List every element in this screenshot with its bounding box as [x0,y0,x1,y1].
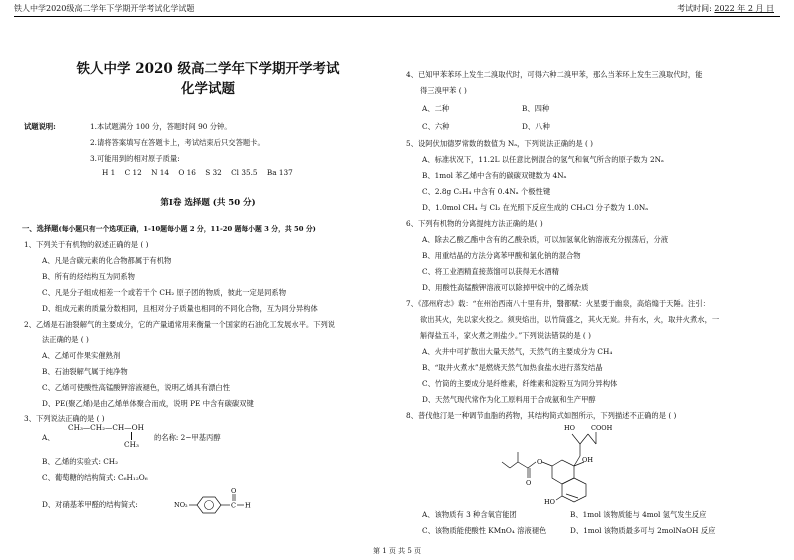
q1-option: D、组成元素的质量分数相同，且相对分子质量也相同的不同化合物，互为同分异构体 [42,304,318,313]
right-column [406,20,778,546]
q7-stem-cont: 欲出其火，先以家火投之。须臾焰出，以竹筒盛之，其火无炭。井有水，火，取井火煮水，一 [420,315,720,324]
q1-option: C、凡是分子组成相差一个或若干个 CH₂ 原子团的物质，彼此一定是同系物 [42,288,286,297]
cho-carbon: C [231,501,236,510]
q2-stem: 2、乙烯是石油裂解气的主要成分，它的产量通常用来衡量一个国家的石油化工发展水平。下列说 [24,320,336,329]
instruction-item: 2.请将答案填写在答题卡上，考试结束后只交答题卡。 [90,138,265,147]
header-right [677,0,774,17]
q7-stem-cont: 斛得盐五斗，家火煮之则盐少。”下列说法错误的是 ( ) [420,331,591,340]
q7-option: B、“取井火煮水”是燃烧天然气加热食盐水进行蒸发结晶 [422,363,603,372]
q6-stem: 6、下列有机物的分离提纯方法正确的是( ) [406,219,543,228]
page-footer: 第 1 页 共 5 页 [372,547,422,555]
q7-stem: 7、《邵州府志》载：“在州治西南八十里有井，翳都赋：火星要于幽泉，高焰煽于天陲。注引： [406,299,710,308]
q6-option: D、用酸性高锰酸钾溶液可以除掉甲烷中的乙烯杂质 [422,283,589,292]
q8-option: C、该物质能使酸性 KMnO₄ 溶液褪色 [422,526,547,535]
left-column [22,20,394,546]
q2-option: B、石油裂解气属于纯净物 [42,367,128,376]
nitrobenzaldehyde-structure [172,488,264,514]
q2-option: D、PE(聚乙烯)是由乙烯单体聚合而成，说明 PE 中含有碳碳双键 [42,399,254,408]
atomic-masses: H 1 C 12 N 14 O 16 S 32 Cl 35.5 Ba 137 [102,168,293,177]
q5-option: B、1mol 苯乙烯中含有的碳碳双键数为 4Nₐ [422,171,567,180]
q8-stem: 8、普伐他汀是一种调节血脂的药物，其结构简式如图所示，下列描述不正确的是 ( ) [406,411,677,420]
page-header [14,0,780,17]
q5-option: D、1.0mol CH₄ 与 Cl₂ 在光照下反应生成的 CH₃Cl 分子数为 1.0Nₐ [422,203,649,212]
part-label: 一、选择题 [22,224,59,233]
ho-label-bottom: HO [544,498,555,506]
q3-option: C、葡萄糖的结构简式: C₆H₁₂O₆ [42,473,148,482]
header-rule [14,16,780,17]
header-left: 铁人中学2020级高二学年下学期开学考试化学试题 [14,4,195,13]
q3-option: B、乙烯的实验式: CH₂ [42,457,119,466]
cho-oxygen: O [231,488,237,495]
q4-option: D、八种 [522,122,550,131]
pravastatin-structure [500,422,632,506]
q2-option: C、乙烯可使酸性高锰酸钾溶液褪色，说明乙烯具有漂白性 [42,383,231,392]
q6-option: B、用重结晶的方法分离苯甲酸和氯化钠的混合物 [422,251,581,260]
q7-option: A、火井中可扩散出大量天然气，天然气的主要成分为 CH₄ [422,347,613,356]
instruction-item: 1.本试题满分 100 分，答题时间 90 分钟。 [90,122,232,131]
q8-option: D、1mol 该物质最多可与 2molNaOH 反应 [570,526,716,535]
q6-option: C、将工业酒精直接蒸馏可以获得无水酒精 [422,267,559,276]
q3-option-a-letter: A、 [42,433,55,442]
q5-option: C、2.8g C₂H₄ 中含有 0.4Nₐ 个极性键 [422,187,551,196]
q6-option: A、除去乙酸乙酯中含有的乙酸杂质，可以加氢氧化钠溶液充分振荡后，分液 [422,235,669,244]
q4-option: B、四种 [522,104,550,113]
nitro-label: NO₂ [174,501,188,509]
carbonyl-o-label: O [526,479,532,487]
q4-stem: 4、已知甲苯苯环上发生二溴取代时，可得六种二溴甲苯，那么当苯环上发生三溴取代时，能 [406,70,703,79]
q3-stem: 3、下列说法正确的是 ( ) [24,414,105,423]
exam-subtitle: 化学试题 [181,81,235,97]
q7-option: D、天然气现代常作为化工原料用于合成氨和生产甲醇 [422,395,596,404]
q3-option-a-name: 的名称: 2−甲基丙醇 [154,433,221,442]
q3-option-a-chain: CH₃—CH₂—CH—OH [68,423,144,432]
exam-title: 铁人中学 2020 级高二学年下学期开学考试 [76,61,340,77]
instruction-item: 3.可能用到的相对原子质量: [90,154,180,163]
instructions-label: 试题说明: [24,122,56,131]
oh-label: OH [582,456,593,464]
q2-stem-cont: 法正确的是 ( ) [42,335,89,344]
q2-option: A、乙烯可作果实催熟剂 [42,351,121,360]
q3-option: D、对硝基苯甲醛的结构简式: [42,500,138,509]
ester-o-label: O [537,458,543,466]
cooh-label: COOH [591,424,613,432]
q1-stem: 1、下列关于有机物的叙述正确的是 ( ) [24,240,149,249]
q5-stem: 5、设阿伏加德罗常数的数值为 Nₐ，下列说法正确的是 ( ) [406,139,594,148]
q7-option: C、竹筒的主要成分是纤维素，纤维素和淀粉互为同分异构体 [422,379,618,388]
benzene-ring [197,497,221,513]
q4-stem-cont: 得三溴甲苯 ( ) [420,86,467,95]
part-heading [22,224,316,234]
section-title: 第Ⅰ卷 选择题 (共 50 分) [160,198,256,208]
q8-option: A、该物质有 3 种含氧官能团 [422,510,517,519]
branch-bond [131,432,132,440]
q4-option: A、二种 [422,104,450,113]
q4-option: C、六种 [422,122,450,131]
q1-option: A、凡是含碳元素的化合物都属于有机物 [42,256,172,265]
q1-option: B、所有的烃结构互为同系物 [42,272,135,281]
q5-option: A、标准状况下，11.2L 以任意比例混合的氢气和氧气所含的原子数为 2Nₐ [422,155,664,164]
cho-hydrogen: H [245,501,251,510]
q8-option: B、1mol 该物质能与 4mol 氢气发生反应 [570,510,707,519]
part-description: (每小题只有一个选项正确，1-10题每小题 2 分，11-20 题每小题 3 分，共 50 分) [58,225,316,233]
q3-option-a-branch: CH₃ [124,440,139,449]
header-date: 2022 年 2 月 日 [714,4,774,13]
ho-label-top: HO [564,424,575,432]
header-date-prefix: 考试时间: [677,4,712,13]
